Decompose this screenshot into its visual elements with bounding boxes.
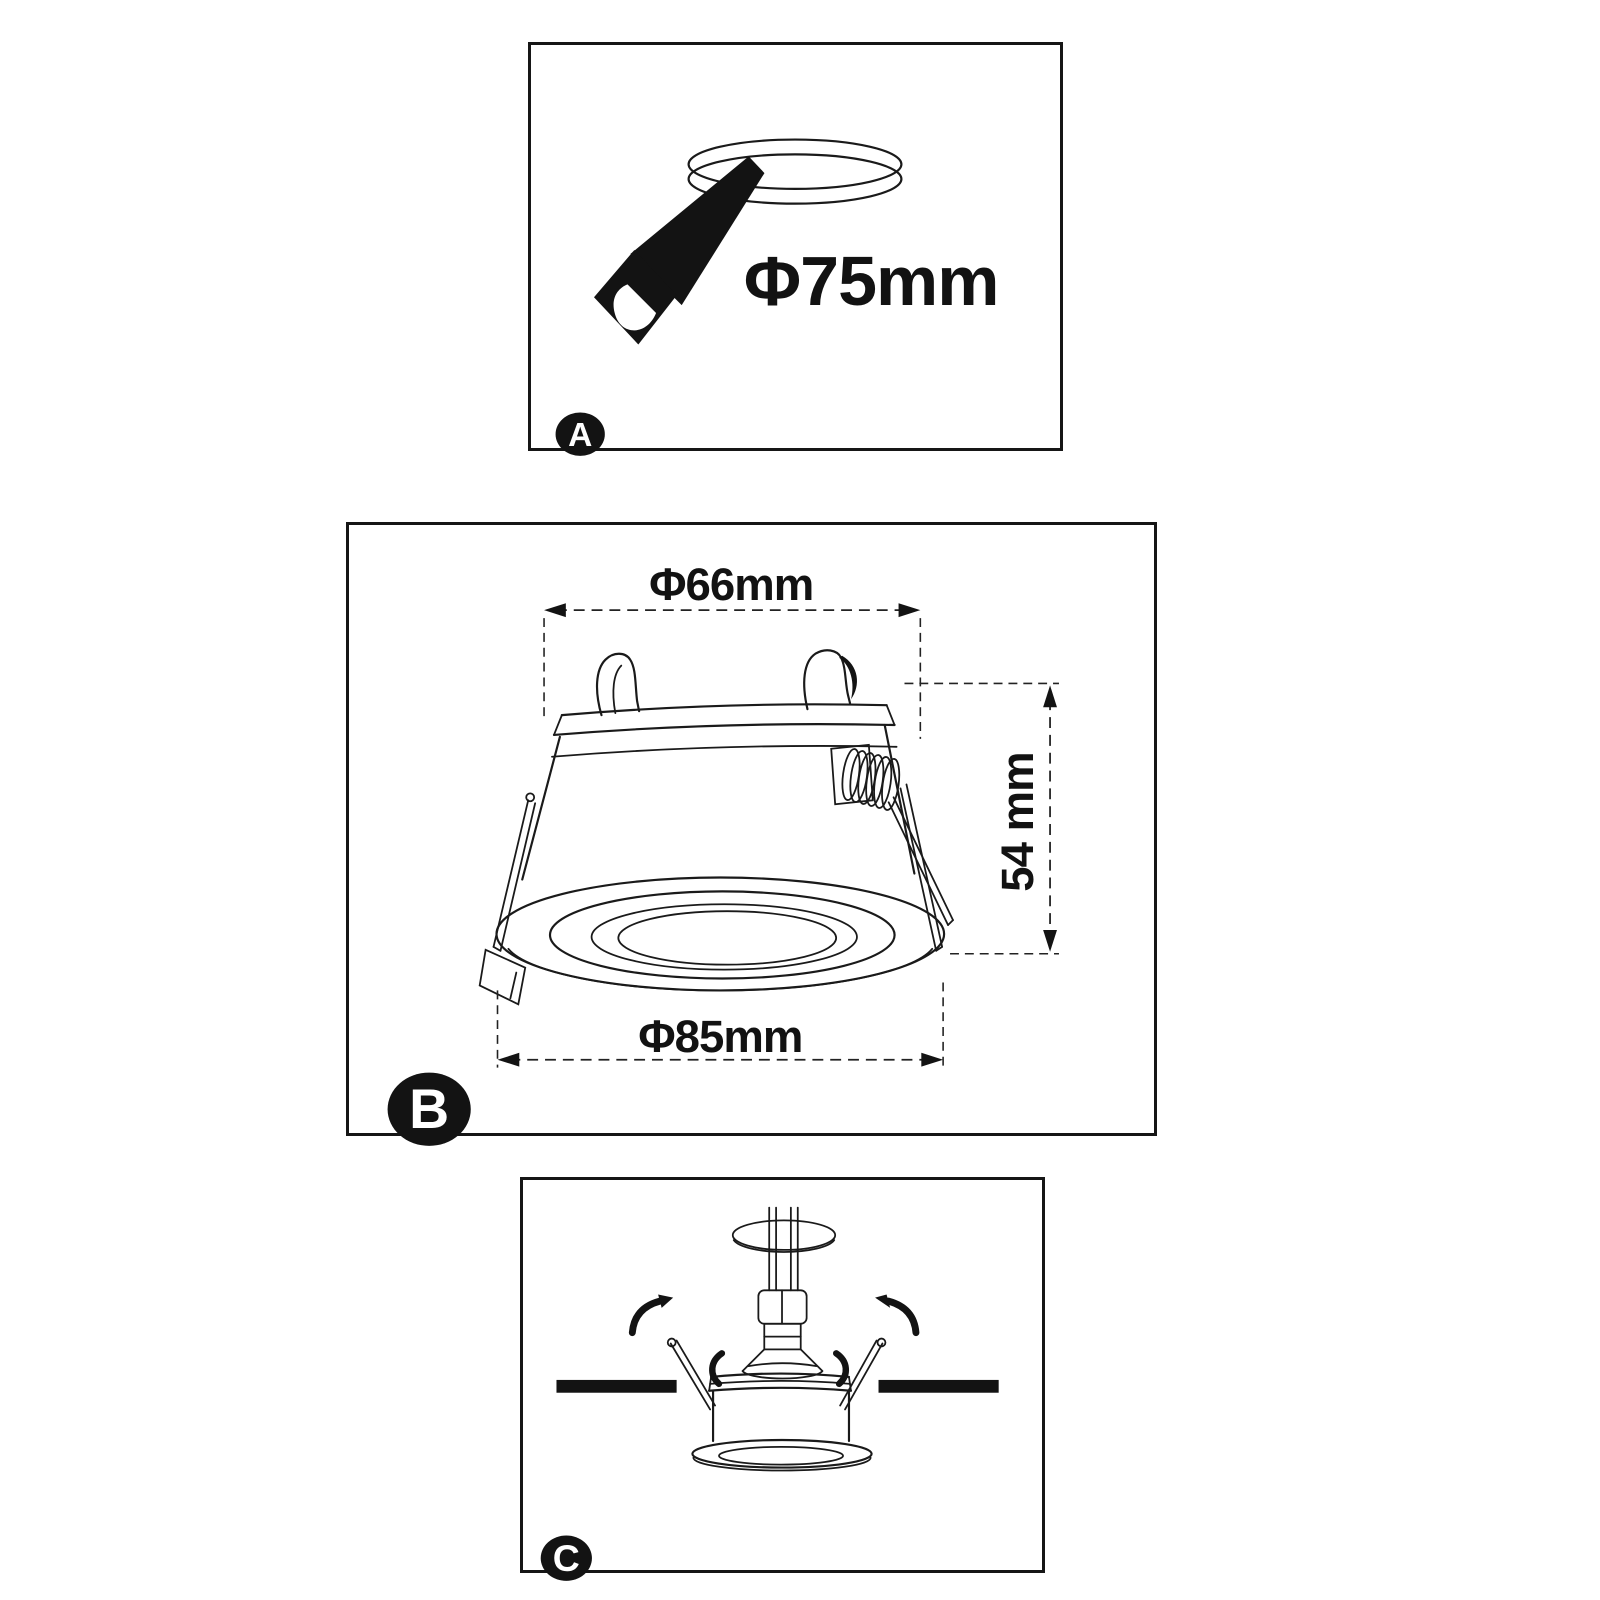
arrowhead-right [899, 603, 921, 617]
badge-a [556, 413, 605, 456]
rotation-arrow-right [875, 1294, 916, 1332]
hole-saw-icon [594, 156, 764, 344]
can-rim-mid [710, 1381, 850, 1384]
arrowhead-down [1043, 930, 1057, 952]
bulb-right-edge [801, 1349, 823, 1371]
dimension-bottom-diameter [498, 982, 944, 1069]
panel-b-drawing [349, 525, 1154, 1141]
top-tab-left-inner [613, 666, 621, 714]
badge-a-letter: A [568, 417, 593, 455]
arm-tip [948, 920, 953, 925]
rim-bottom-edge [554, 724, 895, 735]
arm-tip [494, 947, 501, 951]
bulb-left-edge [743, 1349, 765, 1371]
top-tab-left [597, 654, 639, 715]
arm-line [845, 1343, 882, 1409]
arrowhead-up [1043, 685, 1057, 707]
trim-lens-ring [719, 1447, 843, 1465]
body-left-side [522, 737, 560, 880]
badge-b [388, 1073, 471, 1146]
panel-c-install-step [520, 1177, 1045, 1579]
arrow-head [658, 1294, 673, 1307]
arrow-head [875, 1294, 890, 1307]
can-rim-bottom [709, 1388, 851, 1391]
rim-left-cap [554, 715, 562, 735]
panel-a-drawing [531, 45, 1060, 455]
rim-right-cap [887, 705, 895, 725]
ceiling-panel-right [879, 1380, 999, 1393]
can-rim-top [711, 1374, 849, 1377]
cut-hole-diameter-label: Φ75mm [743, 242, 999, 321]
bulb-band [749, 1363, 817, 1366]
tab-inner-line [510, 973, 516, 999]
rim-top-edge [562, 704, 887, 715]
bottom-diameter-label: Φ85mm [638, 1010, 803, 1062]
spring-hook-right [836, 1353, 846, 1384]
bezel-outer-edge [497, 878, 945, 991]
lens-outer-edge [592, 904, 857, 969]
downlight-front-view [692, 1374, 871, 1471]
arrowhead-right [921, 1053, 943, 1067]
downlight-side-view [480, 650, 953, 1004]
arm-line [901, 788, 937, 950]
panel-c-drawing [523, 1180, 1042, 1579]
spring-clip-right [836, 1339, 885, 1410]
badge-c [541, 1536, 592, 1581]
top-diameter-label: Φ66mm [649, 559, 814, 611]
spring-arm-left [494, 793, 536, 950]
arrowhead-left [498, 1053, 520, 1067]
rotation-arrow-left [632, 1294, 673, 1332]
badge-c-letter: C [552, 1536, 580, 1579]
panel-a-cut-hole-step [528, 42, 1063, 455]
height-label: 54 mm [992, 752, 1044, 892]
spring-arm-right [889, 784, 953, 950]
arm-pivot [526, 793, 534, 801]
ceiling-panel-left [556, 1380, 676, 1393]
lamp-holder-assembly [733, 1208, 835, 1379]
panel-b-dimensions-step [346, 522, 1157, 1141]
badge-b-letter: B [409, 1078, 450, 1141]
lens-inner-edge [618, 911, 836, 964]
arrow-arc [888, 1301, 916, 1333]
can-rim-left-cap [709, 1377, 711, 1391]
spring-hook-left [712, 1353, 722, 1384]
arm-line [671, 1343, 710, 1409]
arrow-arc [632, 1301, 660, 1333]
arrowhead-left [544, 603, 566, 617]
arm-line [500, 803, 535, 951]
holder-disc [733, 1220, 835, 1250]
